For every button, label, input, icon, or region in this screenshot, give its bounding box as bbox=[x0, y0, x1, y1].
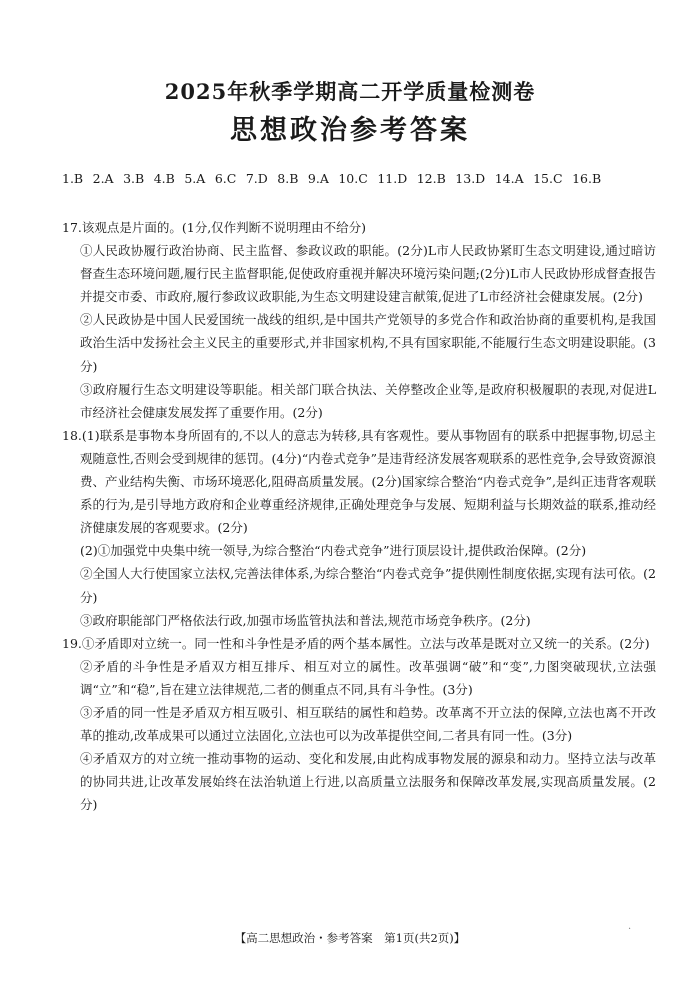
mc-answer: 5.A bbox=[184, 171, 206, 186]
mc-answer: 16.B bbox=[572, 171, 602, 186]
q17-head: 17.该观点是片面的。(1分,仅作判断不说明理由不给分) bbox=[62, 220, 367, 235]
answer-key-subtitle: 思想政治参考答案 bbox=[230, 115, 470, 146]
multiple-choice-answers bbox=[62, 168, 652, 190]
q19-point-4: ④矛盾双方的对立统一推动事物的运动、变化和发展,由此构成事物发展的源泉和动力。坚持立法与改革的协同共进,让改革发展始终在法治轨道上行进,以高质量立法服务和保障改革发展,实现高质量发展。(2分) bbox=[80, 751, 656, 813]
page-footer: 【高二思想政治・参考答案 第1页(共2页)】 bbox=[234, 931, 466, 945]
q17-point-1: ①人民政协履行政治协商、民主监督、参政议政的职能。(2分)L市人民政协紧盯生态文明建设,通过暗访督查生态环境问题,履行民主监督职能,促使政府重视并解决环境污染问题;(2分)L市人民政协形成督查报告并提交市委、市政府,履行参政议政职能,为生态文明建设建言献策,促进了L市经济社会健康发展。(2分) bbox=[80, 243, 656, 305]
mc-answer: 15.C bbox=[533, 171, 563, 186]
q17-point-2: ②人民政协是中国人民爱国统一战线的组织,是中国共产党领导的多党合作和政治协商的重要机构,是我国政治生活中发扬社会主义民主的重要形式,并非国家机构,不具有国家职能,不能履行生态文明建设职能。(3分) bbox=[80, 312, 656, 374]
mc-answer: 6.C bbox=[214, 171, 237, 186]
q18-part-2-point-3: ③政府职能部门严格依法行政,加强市场监管执法和普法,规范市场竞争秩序。(2分) bbox=[80, 612, 531, 628]
mc-answer: 14.A bbox=[494, 171, 524, 186]
q18-part-1: 18.(1)联系是事物本身所固有的,不以人的意志为转移,具有客观性。要从事物固有的联系中把握事物,切忌主观随意性,否则会受到规律的惩罚。(4分)“内卷式竞争”是违背经济发展客观联系的恶性竞争,会导致资源浪费、产业结构失衡、市场环境恶化,阻碍高质量发展。(2分)国家综合整治“内卷式竞争”,是纠正违背客观联系的行为,是引导地方政府和企业尊重经济规律,正确处理竞争与发展、短期利益与长期效益的联系,推动经济健康发展的客观要求。(2分) bbox=[62, 427, 656, 536]
mc-answer: 12.B bbox=[416, 171, 446, 186]
exam-title: 2025年秋季学期高二开学质量检测卷 bbox=[164, 79, 536, 104]
q17-point-3: ③政府履行生态文明建设等职能。相关部门联合执法、关停整改企业等,是政府积极履职的表现,对促进L市经济社会健康发展发挥了重要作用。(2分) bbox=[80, 381, 656, 420]
answer-content bbox=[62, 216, 656, 816]
q19-point-3: ③矛盾的同一性是矛盾双方相互吸引、相互联结的属性和趋势。改革离不开立法的保障,立法也离不开改革的推动,改革成果可以通过立法固化,立法也可以为改革提供空间,二者具有同一性。(3分) bbox=[80, 704, 656, 744]
mc-answer: 2.A bbox=[92, 171, 114, 186]
q19-point-1: 19.①矛盾即对立统一。同一性和斗争性是矛盾的两个基本属性。立法与改革是既对立又统一的关系。(2分) bbox=[62, 635, 650, 651]
q19-point-2: ②矛盾的斗争性是矛盾双方相互排斥、相互对立的属性。改革强调“破”和“变”,力图突破现状,立法强调“立”和“稳”,旨在建立法律规范,二者的侧重点不同,具有斗争性。(3分) bbox=[80, 658, 656, 697]
mc-answer: 3.B bbox=[123, 171, 145, 186]
mc-answer: 7.D bbox=[245, 171, 268, 186]
mc-answer: 9.A bbox=[307, 171, 329, 186]
mc-answer: 10.C bbox=[338, 171, 368, 186]
q18-part-2-point-2: ②全国人大行使国家立法权,完善法律体系,为综合整治“内卷式竞争”提供刚性制度依据,实现有法可依。(2分) bbox=[80, 566, 656, 605]
corner-mark: · bbox=[628, 924, 632, 935]
mc-answer: 13.D bbox=[455, 171, 486, 186]
mc-answer: 11.D bbox=[377, 171, 408, 186]
mc-answer: 8.B bbox=[277, 171, 299, 186]
mc-answer: 4.B bbox=[153, 171, 175, 186]
q18-part-2-point-1: (2)①加强党中央集中统一领导,为综合整治“内卷式竞争”进行顶层设计,提供政治保障。(2分) bbox=[80, 543, 587, 559]
mc-answer: 1.B bbox=[62, 171, 84, 186]
